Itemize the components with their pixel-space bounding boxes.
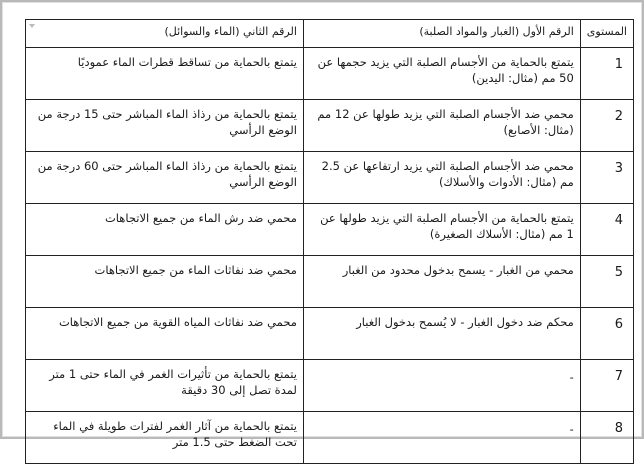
header-level: المستوى [580,20,633,48]
row-water: يتمتع بالحماية من رذاذ الماء المباشر حتى 60 درجة من الوضع الرأسي [26,152,304,204]
row-level: 7 [580,360,633,412]
row-level: 2 [580,100,633,152]
row-solid: - [303,360,580,412]
row-water: محمي ضد نفاثات الماء من جميع الاتجاهات [26,256,304,308]
row-water: يتمتع بالحماية من تأثيرات الغمر في الماء حتى 1 متر لمدة تصل إلى 30 دقيقة [26,360,304,412]
table-row [26,152,634,204]
row-solid: يتمتع بالحماية من الأجسام الصلبة التي يزيد حجمها عن 50 مم (مثال: اليدين) [303,48,580,100]
row-water: محمي ضد رش الماء من جميع الاتجاهات [26,204,304,256]
row-solid: محمي ضد الأجسام الصلبة التي يزيد ارتفاعها عن 2.5 مم (مثال: الأدوات والأسلاك) [303,152,580,204]
table-row [26,48,634,100]
row-level: 4 [580,204,633,256]
ip-rating-table [25,19,634,464]
table-row [26,100,634,152]
row-water: يتمتع بالحماية من آثار الغمر لفترات طويلة في الماء تحت الضغط حتى 1.5 متر [26,412,304,464]
table-row [26,256,634,308]
header-solid: الرقم الأول (الغبار والمواد الصلبة) [303,20,580,48]
row-solid: محمي ضد الأجسام الصلبة التي يزيد طولها عن 12 مم (مثال: الأصابع) [303,100,580,152]
row-level: 3 [580,152,633,204]
row-solid: محمي من الغبار - يسمح بدخول محدود من الغبار [303,256,580,308]
row-water: محمي ضد نفاثات المياه القوية من جميع الاتجاهات [26,308,304,360]
table-row [26,360,634,412]
row-water: يتمتع بالحماية من رذاذ الماء المباشر حتى 15 درجة من الوضع الرأسي [26,100,304,152]
row-solid: محكم ضد دخول الغبار - لا يُسمح بدخول الغبار [303,308,580,360]
row-level: 5 [580,256,633,308]
row-level: 8 [580,412,633,464]
table-row [26,204,634,256]
row-water: يتمتع بالحماية من تساقط قطرات الماء عموديًا [26,48,304,100]
row-solid: - [303,412,580,464]
row-solid: يتمتع بالحماية من الأجسام الصلبة التي يزيد طولها عن 1 مم (مثال: الأسلاك الصغيرة) [303,204,580,256]
table-row [26,412,634,464]
header-water [26,20,304,48]
row-level: 1 [580,48,633,100]
table-row [26,308,634,360]
table-header-row [26,20,634,48]
row-level: 6 [580,308,633,360]
header-water-label: الرقم الثاني (الماء والسوائل) [164,25,297,38]
dropdown-triangle-icon [29,24,35,29]
